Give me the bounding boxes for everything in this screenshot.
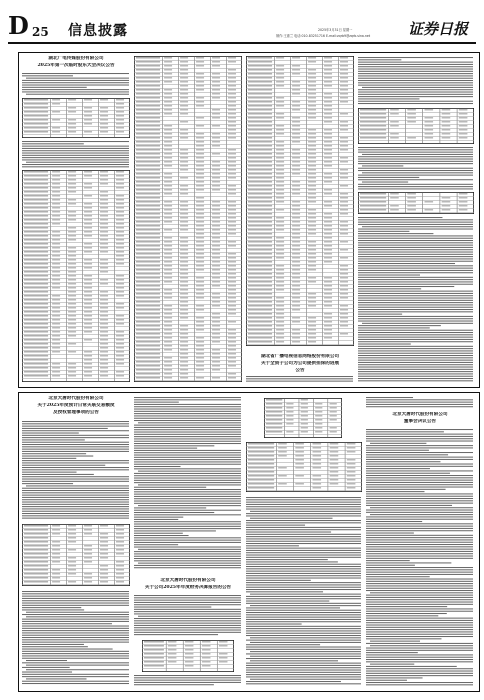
editor-line: 制作:王惠兰 电话:010-83251716 E-mail:zqrb9@zqrb.sina.net xyxy=(276,34,371,38)
data-table xyxy=(22,524,130,586)
text-block xyxy=(366,396,474,408)
text-block xyxy=(134,594,242,636)
notice-title-line: 及授权管理事项的公告 xyxy=(53,410,99,415)
notice-title-line: 湖北广电传媒股份有限公司 xyxy=(48,56,104,61)
text-block xyxy=(22,420,130,520)
newspaper-brand: 证券日报 xyxy=(408,20,469,38)
notice-title-line: 2025年第一次临时股东大会决议公告 xyxy=(37,63,115,68)
notice-title-line: 公告 xyxy=(295,368,305,373)
text-block xyxy=(22,590,130,686)
column-upper-3 xyxy=(246,56,354,382)
text-block xyxy=(366,428,474,686)
text-block xyxy=(22,140,130,168)
data-table xyxy=(358,108,474,144)
text-block xyxy=(134,396,242,570)
section-title: 信息披露 xyxy=(68,23,128,39)
date-line: 2025年3月31日 星期一 xyxy=(318,28,353,32)
column-lower-3 xyxy=(246,396,362,686)
text-block xyxy=(246,375,354,382)
text-block xyxy=(358,216,474,382)
notice-title-line: 北京大唐时代股份有限公司 xyxy=(160,578,216,583)
text-block xyxy=(358,146,474,190)
text-block xyxy=(22,72,130,96)
data-table xyxy=(22,98,130,138)
data-table xyxy=(246,56,354,346)
page-number: 25 xyxy=(32,25,49,39)
data-table xyxy=(264,398,342,438)
column-lower-2 xyxy=(134,396,242,686)
notice-title-line: 关于全资子公司为公司提供担保的进展 xyxy=(260,361,340,366)
data-table xyxy=(134,56,242,382)
text-block xyxy=(134,674,242,686)
column-lower-1 xyxy=(22,396,130,686)
page-header xyxy=(0,0,484,44)
column-upper-1 xyxy=(22,56,130,382)
notice-title-line: 湖北省广播电视信息网络股份有限公司 xyxy=(260,354,340,359)
header-rule xyxy=(8,42,476,44)
data-table xyxy=(246,442,362,492)
section-letter: D xyxy=(8,11,29,40)
data-table xyxy=(142,640,234,672)
notice-title-line: 关于公司2025年年度财务决算报告的公告 xyxy=(144,585,232,590)
column-upper-2 xyxy=(134,56,242,382)
text-block xyxy=(358,56,474,106)
column-lower-4 xyxy=(366,396,474,686)
notice-title-line: 北京大唐时代股份有限公司 xyxy=(48,396,104,401)
data-table xyxy=(22,170,130,382)
notice-title-line: 关于2025年度预计日常关联交易额度 xyxy=(37,403,115,408)
column-upper-4 xyxy=(358,56,474,382)
notice-title-line: 北京大唐时代股份有限公司 xyxy=(392,412,448,417)
notice-title-line: 董事会决议公告 xyxy=(403,419,437,424)
data-table xyxy=(358,192,474,214)
text-block xyxy=(246,496,362,686)
